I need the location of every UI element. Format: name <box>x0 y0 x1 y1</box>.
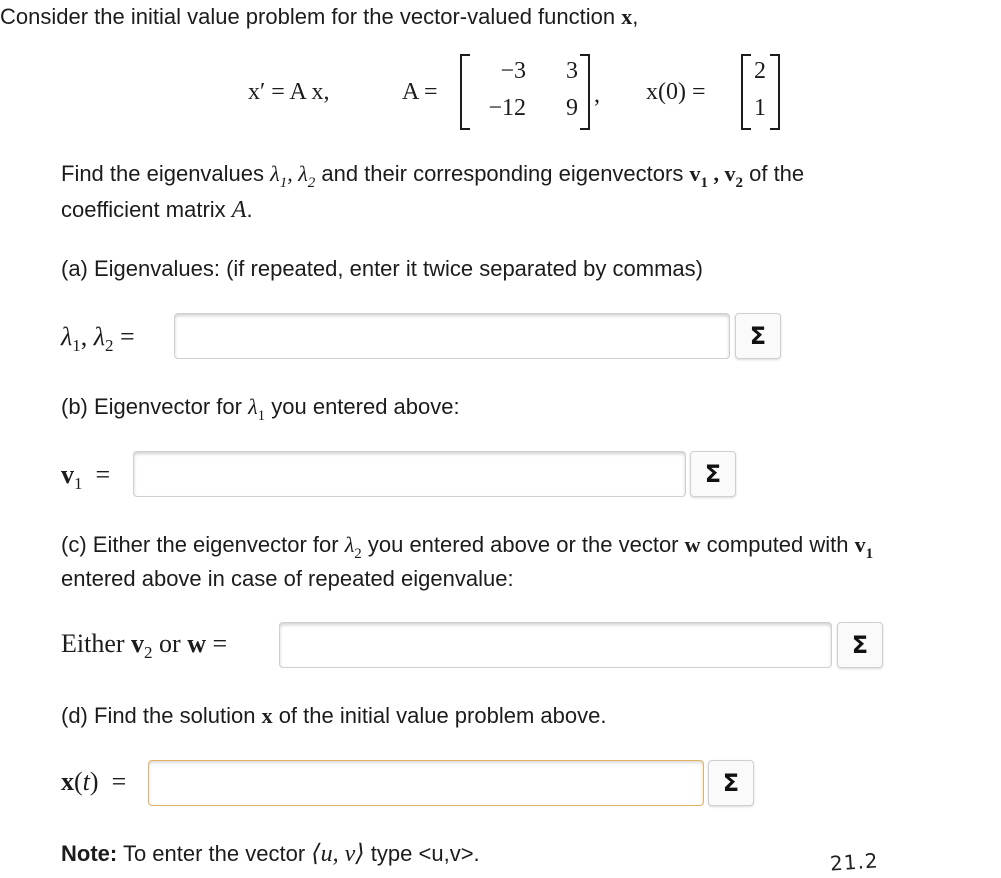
equation-editor-button[interactable] <box>735 313 781 359</box>
vector-cell: 2 <box>754 58 766 84</box>
separator: , <box>594 82 600 108</box>
part-b-label: $v_1$ = <box>61 460 111 493</box>
part-a-prompt: (a) Eigenvalues: (if repeated, enter it twice separated by commas) <box>61 256 703 281</box>
part-a-label: $\lambda_1$, $\lambda_2$ = <box>61 322 135 355</box>
part-c-label: Either $v_2$ or w = <box>61 629 228 662</box>
part-d-prompt: (d) Find the solution x of the initial value problem above. <box>61 703 607 728</box>
solution-input[interactable] <box>148 760 704 806</box>
part-d-label: x(t) = <box>61 767 127 796</box>
note: Note: To enter the vector ⟨u, v⟩ type <u,v>. <box>61 841 480 867</box>
sigma-icon: Σ <box>749 322 767 350</box>
vector-x-symbol: x <box>621 4 633 29</box>
part-c-prompt-line-2: entered above in case of repeated eigenvalue: <box>61 566 514 591</box>
sigma-icon: Σ <box>704 460 722 488</box>
vector-cell: 1 <box>754 95 766 121</box>
eigenvector-v1-input[interactable] <box>133 451 686 497</box>
right-bracket <box>770 54 780 130</box>
matrix-cell: −12 <box>488 95 526 121</box>
right-bracket <box>580 54 590 130</box>
instruction-line-1: Find the eigenvalues $\lambda_1$, $\lambda_2$ and their corresponding eigenvectors $v_1$ , $v_2$ of the <box>61 161 805 191</box>
eigenvalues-input[interactable] <box>174 313 730 359</box>
handwritten-note: 21.2 <box>829 848 880 876</box>
matrix-a-label: A = <box>402 79 438 105</box>
part-b-prompt: (b) Eigenvector for $\lambda_1$ you entered above: <box>61 394 460 424</box>
left-bracket <box>460 54 470 130</box>
part-c-prompt-line-1: (c) Either the eigenvector for $\lambda_2$ you entered above or the vector w computed with $v_1$ <box>61 532 874 562</box>
matrix-cell: 3 <box>566 58 578 84</box>
instruction-line-2: coefficient matrix A. <box>61 197 253 223</box>
sigma-icon: Σ <box>851 631 869 659</box>
eigenvector-v2-or-w-input[interactable] <box>279 622 832 668</box>
matrix-cell: 9 <box>566 95 578 121</box>
equation-editor-button[interactable] <box>708 760 754 806</box>
equation-editor-button[interactable] <box>837 622 883 668</box>
intro-text: Consider the initial value problem for the vector-valued function x, <box>0 4 639 29</box>
matrix-cell: −3 <box>500 58 526 84</box>
initial-condition-label: x(0) = <box>646 79 706 105</box>
ode-equation: x′ = A x, <box>248 79 330 105</box>
equation-editor-button[interactable] <box>690 451 736 497</box>
sigma-icon: Σ <box>722 769 740 797</box>
